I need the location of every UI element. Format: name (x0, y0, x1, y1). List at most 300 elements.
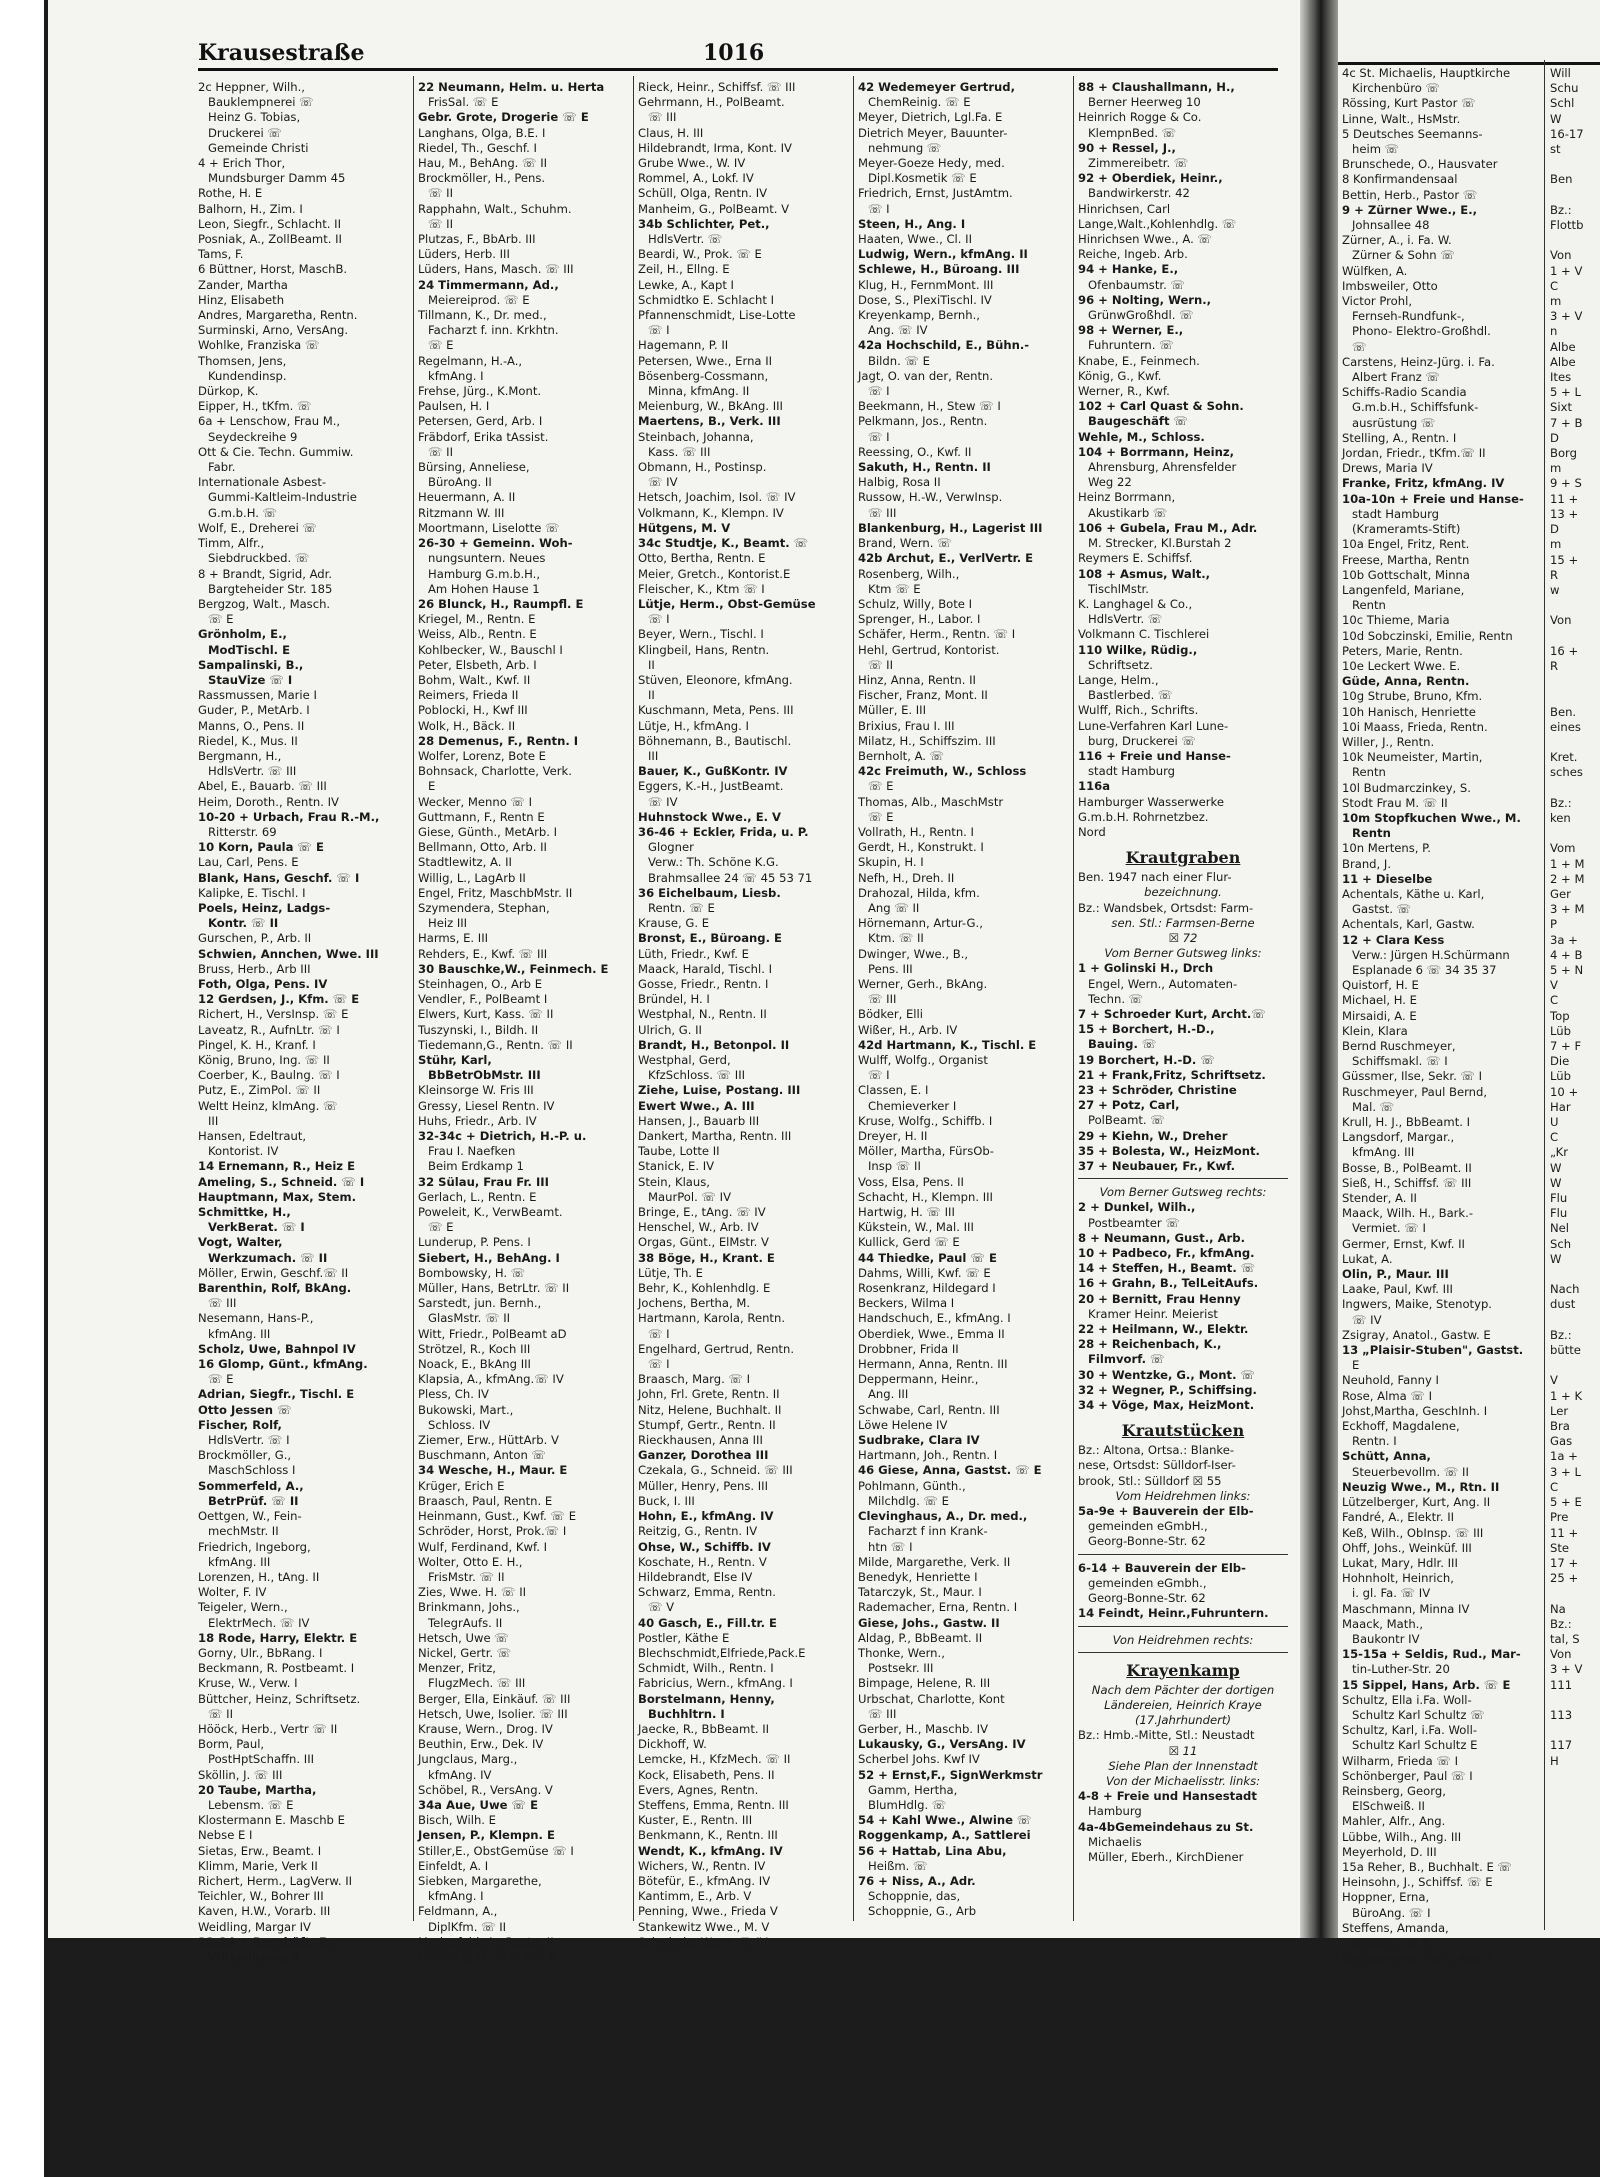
entry-line: Siehe Plan der Innenstadt (1108, 1758, 1258, 1773)
entry-line: Meiereiprod. ☏ E (428, 292, 530, 307)
entry-line: ☏ (1352, 339, 1367, 354)
entry-line: Lukat, Mary, Hdlr. III (1342, 1555, 1458, 1570)
entry-line: Kundendinsp. (208, 368, 287, 383)
entry-line: Stein, Klaus, (638, 1174, 710, 1189)
entry-line: Engel, Wern., Automaten- (1088, 976, 1238, 991)
entry-line: mechMstr. II (208, 1524, 279, 1539)
entry-line: ☏ I (648, 1326, 670, 1341)
entry-line: D (1550, 522, 1559, 537)
directory-column-2 (418, 80, 628, 1964)
entry-line: Klug, H., FernmMont. III (858, 277, 994, 292)
entry-line: Hörnemann, Artur-G., (858, 916, 983, 931)
entry-line: Postsekr. III (868, 1661, 934, 1676)
entry-line-bold: 7 + Schroeder Kurt, Archt.☏ (1078, 1006, 1266, 1021)
entry-line: R (1550, 658, 1559, 673)
entry-line: Behr, K., Kohlenhdlg. E (638, 1281, 771, 1296)
entry-line: Ben (1550, 172, 1573, 187)
entry-line: M. Strecker, Kl.Burstah 2 (1088, 536, 1232, 551)
entry-line: Griesche, H., Schuhm. II (418, 1949, 558, 1964)
entry-line: Schiffsmakl. ☏ I (1352, 1054, 1448, 1069)
entry-line: Borg (1550, 446, 1577, 461)
entry-line: Ang. ☏ IV (868, 323, 928, 338)
entry-line: Kantimm, E., Arb. V (638, 1889, 752, 1904)
entry-line: Lüb (1550, 1069, 1571, 1084)
entry-line: Poblocki, H., Kwf III (418, 703, 528, 718)
entry-line: gemeinden eGmbh., (1088, 1575, 1207, 1590)
entry-line: Dickhoff, W. (638, 1737, 707, 1752)
entry-line: PostHptSchaffn. III (208, 1752, 315, 1767)
entry-line: Deppermann, Heinr., (858, 1372, 979, 1387)
entry-line-bold: Ohse, W., Schiffb. IV (638, 1539, 771, 1554)
entry-line: D (1550, 430, 1559, 445)
entry-line: Westphal, Gerd, (638, 1053, 731, 1067)
entry-line: Flu (1550, 1191, 1568, 1206)
entry-line: Reiche, Ingeb. Arb. (1078, 247, 1188, 262)
entry-line-bold: 2 + Dunkel, Wilh., (1078, 1200, 1196, 1215)
entry-line: HdlsVertr. ☏ (648, 232, 723, 247)
entry-line-bold: 10m Stopfkuchen Wwe., M. (1342, 810, 1521, 825)
entry-line: Bz.: (1550, 1327, 1572, 1342)
entry-line-bold: Bauing. ☏ (1088, 1037, 1157, 1052)
entry-line: Rieckhausen, Anna III (638, 1433, 763, 1448)
entry-line-bold: 23 + Schröder, Christine (1078, 1083, 1237, 1097)
entry-line: Engel, Fritz, MaschbMstr. II (418, 885, 573, 900)
entry-line: Kramer Heinr. Meierist (1088, 1306, 1218, 1321)
entry-line: ☏ IV (648, 794, 678, 809)
entry-line: Rentn. ☏ E (648, 900, 715, 915)
entry-line: 5 + E (1550, 1495, 1582, 1510)
entry-line-bold: 4-8 + Freie und Hansestadt (1078, 1789, 1257, 1804)
entry-line: Riedel, Th., Geschf. I (418, 140, 537, 155)
entry-line: Ste (1550, 1540, 1570, 1555)
entry-line-bold: 30 Bauschke,W., Feinmech. E (418, 961, 609, 976)
section-rule (1078, 1178, 1288, 1179)
entry-line: Bandwirkerstr. 42 (1088, 186, 1190, 201)
entry-line: Westphal, N., Rentn. II (638, 1007, 767, 1022)
entry-line: Aldag, P., BbBeamt. II (858, 1630, 983, 1645)
entry-line: Klein, Klara (1342, 1023, 1408, 1038)
entry-line: Taube, Lotte II (638, 1144, 720, 1159)
section-rule (1078, 1626, 1288, 1627)
entry-line: Witt, Friedr., PolBeamt aD (418, 1326, 567, 1341)
entry-line: U (1550, 1115, 1559, 1130)
entry-line-bold: 42a Hochschild, E., Bühn.- (858, 338, 1030, 353)
entry-line: 1 + V (1550, 263, 1583, 278)
entry-line: Johst,Martha, GeschInh. I (1342, 1403, 1488, 1418)
entry-line-bold: Giese, Johs., Gastw. II (858, 1615, 1000, 1630)
directory-column-4 (858, 80, 1068, 1920)
entry-line: Brockmöller, G., (198, 1448, 292, 1463)
entry-line: Chemieverker I (868, 1098, 957, 1113)
entry-line-bold: Maertens, B., Verk. III (638, 414, 781, 429)
entry-line-bold: Neuzig Wwe., M., Rtn. II (1342, 1479, 1500, 1494)
entry-line: nungsuntern. Neues (428, 551, 546, 566)
entry-line: 15a Reher, B., Buchhalt. E ☏ (1342, 1859, 1512, 1874)
entry-line-bold: 10a-10n + Freie und Hanse- (1342, 491, 1524, 506)
entry-line: Pingel, K. H., Kranf. I (198, 1037, 316, 1052)
entry-line-bold: 46 Giese, Anna, Gastst. ☏ E (858, 1463, 1042, 1478)
entry-line: Bringe, E., tAng. ☏ IV (638, 1205, 766, 1220)
entry-line (1550, 1723, 1600, 1738)
entry-line: Gerdt, H., Konstrukt. I (858, 840, 984, 855)
page-number: 1016 (703, 40, 765, 66)
entry-line: Hehl, Gertrud, Kontorist. (858, 642, 1000, 657)
entry-line-bold: 29 + Kiehn, W., Dreher (1078, 1128, 1228, 1143)
entry-line: TelegrAufs. II (428, 1615, 503, 1630)
entry-line: Von (1550, 248, 1572, 263)
entry-line: Ott & Cie. Techn. Gummiw. (198, 444, 354, 459)
entry-line: Lüb (1550, 1023, 1571, 1038)
entry-line-bold: 9 + Zürner Wwe., E., (1342, 202, 1478, 217)
entry-line: 10l Budmarczinkey, S. (1342, 780, 1471, 795)
entry-line: Stadtlewitz, A. II (418, 855, 512, 870)
entry-line: ☏ IV (648, 475, 678, 490)
entry-line: Zürner & Sohn ☏ (1352, 248, 1455, 263)
entry-line: ☏ I (648, 323, 670, 338)
entry-line: Heinrich Rogge & Co. (1078, 110, 1202, 125)
entry-line: ElSchweiß. II (1352, 1799, 1425, 1814)
entry-line: Krull, H. J., BbBeamt. I (1342, 1115, 1471, 1130)
entry-line-bold: Hütgens, M. V (638, 520, 731, 535)
entry-line: nehmung ☏ (868, 140, 942, 155)
entry-line: w (1550, 582, 1560, 597)
entry-line: Ingwers, Maike, Stenotyp. (1342, 1297, 1492, 1312)
entry-line: Kuschmann, Meta, Pens. III (638, 703, 794, 718)
entry-line: Bisch, Wilh. E (418, 1813, 497, 1828)
entry-line: Rössing, Kurt Pastor ☏ (1342, 96, 1476, 111)
entry-line: Lemcke, H., KfzMech. ☏ II (638, 1752, 791, 1767)
entry-line: Schultz Karl Schultz ☏ (1352, 1707, 1485, 1722)
entry-line-bold: Poels, Heinz, Ladgs- (198, 900, 331, 915)
entry-line: Stender, A. II (1342, 1191, 1417, 1206)
street-section-heading: Krautstücken (1121, 1421, 1245, 1441)
entry-line: Manheim, G., PolBeamt. V (638, 201, 790, 216)
entry-line: Dipl.Kosmetik ☏ E (868, 171, 977, 186)
entry-line-bold: Gebr. Grote, Drogerie ☏ E (418, 110, 589, 125)
entry-line-bold: 102 + Carl Quast & Sohn. (1078, 399, 1244, 414)
entry-line: Wohlke, Franziska ☏ (198, 338, 320, 353)
entry-line-bold: 5a-9e + Bauverein der Elb- (1078, 1504, 1254, 1519)
entry-line: K. Langhagel & Co., (1078, 596, 1193, 611)
entry-line-bold: 4a-4bGemeindehaus zu St. (1078, 1819, 1254, 1834)
entry-line-bold: 8 + Neumann, Gust., Arb. (1078, 1230, 1245, 1245)
entry-line-bold: 40 Gasch, E., Fill.tr. E (638, 1615, 777, 1630)
entry-line: Wülfken, A. (1342, 263, 1408, 278)
entry-line: Heinmann, Gust., Kwf. ☏ E (418, 1509, 577, 1524)
entry-line: Reessing, O., Kwf. II (858, 444, 972, 459)
entry-line: burg, Druckerei ☏ (1088, 733, 1196, 748)
entry-line: Hermann, Anna, Rentn. III (858, 1357, 1008, 1372)
entry-line: Michaelis (1088, 1834, 1142, 1849)
entry-line: ☏ I (868, 384, 890, 399)
entry-line-bold: 6-14 + Bauverein der Elb- (1078, 1560, 1246, 1575)
entry-line-bold: 38 Böge, H., Krant. E (638, 1250, 775, 1265)
entry-line: Laake, Paul, Kwf. III (1342, 1282, 1453, 1297)
entry-line: 7 + F (1550, 1039, 1582, 1053)
entry-line: ☏ II (208, 1706, 234, 1721)
entry-line-bold: Güde, Anna, Rentn. (1342, 674, 1470, 689)
entry-line: 1 + M (1550, 856, 1585, 871)
entry-line: Rieck, Heinr., Schiffsf. ☏ III (638, 80, 796, 94)
entry-line: 17 + (1550, 1555, 1579, 1570)
entry-line: ☒ 72 (1168, 930, 1198, 945)
entry-line: Postler, Käthe E (638, 1630, 730, 1645)
entry-line: Peter, Elsbeth, Arb. I (418, 657, 537, 672)
entry-line: Beekmann, H., Stew ☏ I (858, 399, 1001, 414)
entry-line: Rassmussen, Marie I (198, 688, 317, 703)
entry-line: Handschuch, E., kfmAng. I (858, 1311, 1011, 1326)
entry-line-bold: BetrPrüf. ☏ II (208, 1493, 299, 1508)
entry-line: Die (1550, 1054, 1570, 1069)
entry-line-bold: 14 + Steffen, H., Beamt. ☏ (1078, 1261, 1256, 1276)
entry-line: Kontorist. IV (208, 1144, 279, 1159)
entry-line: Flottb (1550, 218, 1584, 233)
entry-line: Dwinger, Wwe., B., (858, 946, 969, 961)
entry-line: Petersen, Wwe., Erna II (638, 353, 773, 368)
entry-line-bold: 34a Aue, Uwe ☏ E (418, 1797, 539, 1812)
entry-line: Michael, H. E (1342, 993, 1417, 1008)
entry-line: ☏ II (428, 444, 454, 459)
entry-line: Gemeinde Christi (208, 140, 309, 155)
entry-line-bold: 34b Schlichter, Pet., (638, 216, 770, 231)
entry-line: Zürner, A., i. Fa. W. (1342, 233, 1452, 248)
entry-line: Richert, Herm., LagVerw. II (198, 1873, 353, 1888)
entry-line: Wolter, Otto E. H., (418, 1554, 523, 1569)
entry-line-bold: 54 + Kahl Wwe., Alwine ☏ (858, 1813, 1032, 1828)
entry-line-bold: 22-24 + Bornhöft, F., (198, 1934, 334, 1949)
entry-line: Schäfer, Herm., Rentn. ☏ I (858, 627, 1016, 642)
entry-line-bold: Ameling, S., Schneid. ☏ I (198, 1174, 365, 1189)
entry-line: Bründel, H. I (638, 992, 710, 1007)
entry-line: Bildn. ☏ E (868, 353, 930, 368)
entry-line (1550, 233, 1600, 248)
entry-line: III (648, 748, 659, 763)
entry-line: Langhans, Olga, B.E. I (418, 125, 546, 140)
street-title: Krausestraße (198, 40, 365, 66)
entry-line: Werner, R., Kwf. (1078, 384, 1170, 399)
entry-line: Bz.: (1550, 795, 1572, 810)
entry-line: Knabe, E., Feinmech. (1078, 353, 1200, 368)
entry-line: ☏ E (868, 809, 894, 824)
entry-line: Meier, Gretch., Kontorist.E (638, 566, 791, 581)
entry-line: ☏ II (428, 216, 454, 231)
entry-line: BüroAng. II (428, 475, 492, 490)
entry-line: Bukowski, Mart., (418, 1402, 514, 1417)
entry-line: II (648, 688, 655, 703)
entry-line-bold: 116a (1078, 779, 1111, 794)
entry-line: Klingbeil, Hans, Rentn. (638, 642, 770, 657)
entry-line: Achentals, Karl, Gastw. (1342, 917, 1475, 932)
entry-line: Reitzig, G., Rentn. IV (638, 1524, 758, 1539)
entry-line-bold: 116 + Freie und Hanse- (1078, 748, 1231, 763)
entry-line: m (1550, 294, 1562, 309)
entry-line: Lewke, A., Kapt I (638, 277, 734, 292)
entry-line: Claus, H. III (638, 125, 704, 140)
entry-line: dust (1550, 1297, 1576, 1312)
entry-line: kfmAng. IV (428, 1767, 492, 1782)
entry-line: Jagt, O. van der, Rentn. (858, 368, 994, 383)
entry-line: Feldmann, A., (418, 1904, 498, 1919)
entry-line: Kreyenkamp, Bernh., (858, 308, 980, 323)
entry-line-bold: Schmittke, H., (198, 1205, 291, 1220)
entry-line: BüroAng. ☏ I (1352, 1905, 1431, 1920)
entry-line: Gressy, Liesel Rentn. IV (418, 1098, 555, 1113)
entry-line: G.m.b.H. Rohrnetzbez. (1078, 809, 1209, 824)
entry-line-bold: Kontr. ☏ II (208, 916, 279, 931)
entry-line: Heinz Borrmann, (1078, 490, 1176, 505)
entry-line: Thonke, Wern., (858, 1645, 945, 1660)
entry-line-bold: 28 Demenus, F., Rentn. I (418, 733, 579, 748)
entry-line: Milatz, H., Schiffszim. III (858, 733, 996, 748)
directory-column-1 (198, 80, 408, 1964)
entry-line: Bastlerbed. ☏ (1088, 688, 1173, 703)
entry-line-bold: VerkBerat. ☏ I (208, 1220, 305, 1235)
entry-line: HdlsVertr. ☏ III (208, 764, 297, 779)
entry-line-bold: Wendt, K., kfmAng. IV (638, 1843, 783, 1858)
entry-line: C (1550, 278, 1559, 293)
entry-line: 11 + (1550, 491, 1579, 506)
entry-line: Classen, E. I (858, 1083, 929, 1098)
entry-line: Quistorf, H. E (1342, 978, 1419, 993)
entry-line: C (1550, 993, 1559, 1008)
entry-line: Neuhold, Fanny I (1342, 1373, 1439, 1388)
entry-line: n (1550, 324, 1558, 339)
entry-line: Manns, O., Pens. II (198, 718, 305, 733)
entry-line: 9 + S (1550, 476, 1582, 491)
entry-line: Meyer, Dietrich, Lgl.Fa. E (858, 110, 1003, 125)
entry-line: ☏ I (648, 1357, 670, 1372)
entry-line: Ahrensburg, Ahrensfelder (1088, 460, 1237, 475)
entry-line-bold: 15 + Borchert, H.-D., (1078, 1022, 1215, 1037)
entry-line: Tams, F. (198, 247, 244, 262)
entry-line: 16 + (1550, 643, 1579, 658)
entry-line-bold: 96 + Nolting, Wern., (1078, 292, 1212, 307)
entry-line: Zsigray, Anatol., Gastw. E (1342, 1327, 1491, 1342)
entry-line: 2c Heppner, Wilh., (198, 80, 305, 94)
entry-line-bold: 90 + Ressel, J., (1078, 140, 1176, 155)
entry-line: tin-Luther-Str. 20 (1352, 1662, 1450, 1677)
entry-line: Bettin, Herb., Pastor ☏ (1342, 187, 1478, 202)
entry-line: tal, S (1550, 1631, 1580, 1646)
entry-line: 117 (1550, 1738, 1573, 1753)
entry-line: Klapsia, A., kfmAng.☏ IV (418, 1372, 564, 1387)
entry-line: Hinrichsen Wwe., A. ☏ (1078, 232, 1212, 247)
entry-line: Ohff, Johs., Weinküf. III (1342, 1540, 1472, 1555)
entry-line: Fleischer, K., Ktm ☏ I (638, 581, 765, 596)
entry-line: gemeinden eGmbH., (1088, 1519, 1208, 1534)
entry-line: 8 + Brandt, Sigrid, Adr. (198, 566, 333, 581)
entry-line: V (1550, 1373, 1558, 1388)
entry-line: Schiffs-Radio Scandia (1342, 385, 1467, 400)
entry-line-bold: Filmvorf. ☏ (1088, 1352, 1165, 1367)
entry-line: 10a Engel, Fritz, Rent. (1342, 537, 1470, 552)
entry-line: Frehse, Jürg., K.Mont. (418, 384, 542, 399)
entry-line: Jungclaus, Marg., (418, 1752, 518, 1767)
entry-line (1550, 157, 1600, 172)
entry-line: Voss, Elsa, Pens. II (858, 1174, 964, 1189)
entry-line: Drahozal, Hilda, kfm. (858, 885, 980, 900)
entry-line: Har (1550, 1099, 1571, 1114)
entry-line: Russow, H.-W., VerwInsp. (858, 490, 1003, 505)
entry-line: Gerlach, L., Rentn. E (418, 1189, 537, 1204)
entry-line: Huhs, Friedr., Arb. IV (418, 1113, 537, 1128)
entry-line: Kaven, H.W., Vorarb. III (198, 1904, 331, 1919)
entry-line-bold: 15 Sippel, Hans, Arb. ☏ E (1342, 1677, 1511, 1692)
entry-line: Akustikarb ☏ (1088, 505, 1168, 520)
entry-line: Wulff, Rich., Schrifts. (1078, 703, 1199, 718)
entry-line: Zander, Martha (198, 277, 288, 292)
entry-line: ☏ I (868, 201, 890, 216)
entry-line: 25 + (1550, 1571, 1579, 1586)
entry-line: 10g Strube, Bruno, Kfm. (1342, 689, 1483, 704)
entry-line: 10 + (1550, 1084, 1579, 1099)
entry-line: Orgas, Günt., ElMstr. V (638, 1235, 769, 1250)
entry-line: Johnsallee 48 (1352, 218, 1430, 233)
entry-line-bold: Wittenkamp 7 (208, 1949, 300, 1964)
entry-line: Vom Berner Gutsweg rechts: (1099, 1185, 1267, 1200)
entry-line: Lebensm. ☏ E (208, 1797, 294, 1812)
entry-line: 10c Thieme, Maria (1342, 613, 1450, 628)
entry-line: Postbeamter ☏ (1088, 1215, 1180, 1230)
entry-line: Bosse, B., PolBeamt. II (1342, 1160, 1472, 1175)
entry-line: Siebdruckbed. ☏ (208, 551, 310, 566)
entry-line: W (1550, 1160, 1562, 1175)
entry-line: Stüven, Eleonore, kfmAng. (638, 672, 793, 687)
entry-line: Regelmann, H.-A., (418, 353, 523, 368)
entry-line: Jaecke, R., BbBeamt. II (638, 1721, 770, 1736)
entry-line: Hamburg G.m.b.H., (428, 566, 541, 581)
entry-line: Rapphahn, Walt., Schuhm. (418, 201, 572, 216)
entry-line: Müller, E. III (858, 703, 927, 718)
entry-line: Beyer, Wern., Tischl. I (638, 627, 764, 642)
entry-line: Steinhagen, O., Arb E (418, 976, 543, 991)
entry-line: Hinz, Anna, Rentn. II (858, 672, 976, 687)
entry-line-bold: 76 + Niss, A., Adr. (858, 1873, 976, 1888)
entry-line: Paulsen, H. I (418, 399, 490, 414)
entry-line: W (1550, 111, 1562, 126)
book-gutter (1300, 0, 1338, 1938)
entry-line: (17.Jahrhundert) (1135, 1713, 1231, 1728)
entry-line: kfmAng. III (208, 1326, 271, 1341)
entry-line: Hau, M., BehAng. ☏ II (418, 156, 548, 171)
entry-line: ☏ II (868, 657, 894, 672)
entry-line-bold: 20 Taube, Martha, (198, 1782, 317, 1797)
entry-line: II (648, 657, 655, 672)
entry-line: Fandré, A., Elektr. II (1342, 1510, 1455, 1525)
entry-line-bold: Schütt, Anna, (1342, 1449, 1431, 1464)
entry-line: Meyer-Goeze Hedy, med. (858, 156, 1005, 171)
entry-line-bold: 34c Studtje, K., Beamt. ☏ (638, 536, 809, 551)
entry-line-bold: 52 + Ernst,F., SignWerkmstr (858, 1767, 1043, 1782)
entry-line: nese, Ortsdst: Sülldorf-Iser- (1078, 1458, 1236, 1473)
entry-line-bold: 88 + Claushallmann, H., (1078, 80, 1235, 94)
entry-line: Bz.: Hmb.-Mitte, Stl.: Neustadt (1078, 1728, 1255, 1743)
entry-line: Willig, L., LagArb II (418, 870, 526, 885)
entry-line: ☏ III (648, 110, 677, 125)
entry-line: ☏ E (428, 338, 454, 353)
entry-line: Andres, Margaretha, Rentn. (198, 308, 358, 323)
entry-line: C (1550, 1130, 1559, 1145)
column-divider (633, 76, 634, 1921)
column-divider (853, 76, 854, 1921)
entry-line-bold: Werkzumach. ☏ II (208, 1250, 328, 1265)
entry-line: Reimers, Frieda II (418, 688, 519, 703)
entry-line: Noack, E., BkAng III (418, 1357, 531, 1372)
entry-line: Gastst. ☏ (1352, 902, 1412, 917)
entry-line: Schultz, Karl, i.Fa. Woll- (1342, 1723, 1478, 1738)
entry-line: DiplKfm. ☏ II (428, 1919, 507, 1934)
entry-line: Siebken, Margarethe, (418, 1873, 542, 1888)
